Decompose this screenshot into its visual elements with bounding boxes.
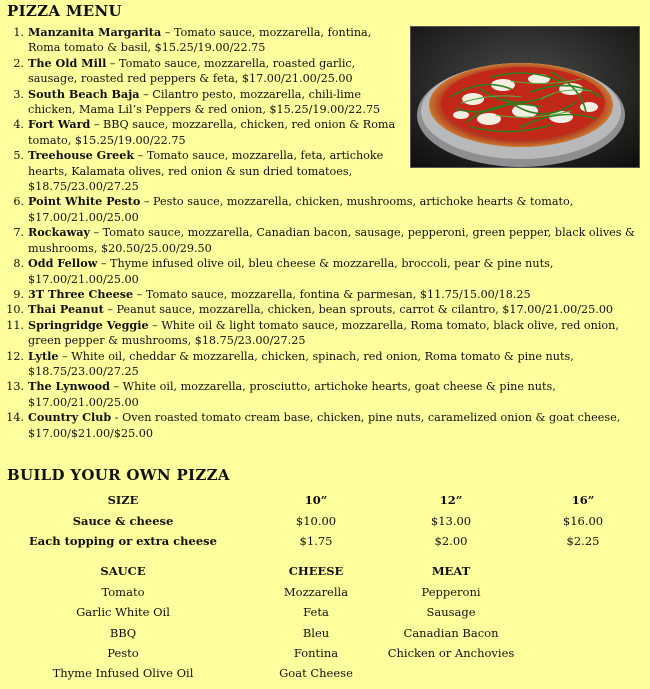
item-number: 7. xyxy=(13,226,24,240)
list-item xyxy=(4,87,403,118)
list-item xyxy=(4,148,403,194)
item-name: Thai Peanut xyxy=(28,302,104,317)
item-separator: – xyxy=(89,226,103,240)
item-separator: – xyxy=(97,257,111,271)
item-separator: – xyxy=(90,118,104,132)
cheese-option: Goat Cheese xyxy=(279,666,353,681)
meat-option: Sausage xyxy=(426,605,476,620)
item-number: 5. xyxy=(13,149,24,163)
sauce-header: SAUCE xyxy=(100,564,146,579)
table-row xyxy=(0,663,650,683)
price-value: $16.00 xyxy=(562,513,604,528)
size-16: 16” xyxy=(571,493,595,508)
meat-option xyxy=(386,663,516,683)
size-header: SIZE xyxy=(107,493,139,508)
sauce-option: BBQ xyxy=(109,625,137,640)
item-separator: – xyxy=(140,195,154,209)
price-label: Each topping or extra cheese xyxy=(29,533,217,548)
list-item xyxy=(4,194,644,225)
item-name: Point White Pesto xyxy=(28,194,141,209)
item-description: Tomato sauce, mozzarella, Canadian bacon, sausage, pepperoni, green pepper, black olives & mushrooms, $20.50/25.00/29.50 xyxy=(28,226,636,255)
item-name: 3T Three Cheese xyxy=(28,286,134,301)
item-name: South Beach Baja xyxy=(28,86,140,101)
pizza-list xyxy=(4,25,644,441)
size-header-row xyxy=(0,490,650,510)
item-number: 6. xyxy=(13,195,24,209)
price-value: $13.00 xyxy=(430,513,472,528)
meat-option: Canadian Bacon xyxy=(403,625,499,640)
cheese-header: CHEESE xyxy=(288,564,344,579)
item-number: 2. xyxy=(13,56,24,70)
cheese-option: Feta xyxy=(303,605,329,620)
item-name: Treehouse Greek xyxy=(28,148,135,163)
meat-option: Chicken or Anchovies xyxy=(387,645,515,660)
table-row xyxy=(0,510,650,530)
item-description: Peanut sauce, mozzarella, chicken, bean sprouts, carrot & cilantro, $17.00/21.00/25.00 xyxy=(116,303,614,317)
item-name: Country Club xyxy=(28,410,112,425)
item-separator: – xyxy=(109,380,123,394)
item-description: Pesto sauce, mozzarella, chicken, mushrooms, artichoke hearts & tomato, $17.00/21.00/25.00 xyxy=(28,195,574,224)
list-item xyxy=(4,302,644,317)
item-description: Tomato sauce, mozzarella, roasted garlic, sausage, roasted red peppers & feta, $17.00/21.00/25.00 xyxy=(28,56,356,86)
price-value: $2.00 xyxy=(434,533,468,548)
cheese-option: Bleu xyxy=(302,625,330,640)
table-row xyxy=(0,643,650,663)
item-name: Rockaway xyxy=(28,225,90,240)
list-item xyxy=(4,225,644,256)
table-spacer xyxy=(0,551,650,561)
price-value: $10.00 xyxy=(295,513,337,528)
list-item xyxy=(4,318,644,349)
list-item xyxy=(4,25,403,56)
cheese-option: Mozzarella xyxy=(283,584,349,599)
item-number: 8. xyxy=(13,257,24,271)
item-name: Manzanita Margarita xyxy=(28,25,162,39)
pizza-menu-title: PIZZA MENU xyxy=(7,2,122,20)
item-name: The Old Mill xyxy=(28,55,107,70)
table-row xyxy=(0,622,650,642)
list-item xyxy=(4,287,644,302)
item-description: White oil, cheddar & mozzarella, chicken, spinach, red onion, Roma tomato & pine nuts, $18.75/23.00/27.25 xyxy=(28,349,574,378)
build-your-own-title: BUILD YOUR OWN PIZZA xyxy=(7,466,230,484)
size-12: 12” xyxy=(439,493,463,508)
item-description: Oven roasted tomato cream base, chicken, pine nuts, caramelized onion & goat cheese, $17.00/$21.00/$25.00 xyxy=(28,411,621,440)
build-your-own-table xyxy=(0,490,650,684)
item-description: Tomato sauce, mozzarella, fontina & parmesan, $11.75/15.00/18.25 xyxy=(145,287,531,301)
item-description: White oil & light tomato sauce, mozzarella, Roma tomato, black olive, red onion, green pepper & mushrooms, $18.75/23.00/27.25 xyxy=(28,318,619,348)
item-name: Fort Ward xyxy=(28,117,91,132)
item-separator: – xyxy=(139,87,153,101)
table-row xyxy=(0,582,650,602)
item-number: 10. xyxy=(6,303,24,317)
item-separator: – xyxy=(134,149,147,163)
item-separator: – xyxy=(148,318,162,332)
item-separator: – xyxy=(161,26,174,39)
item-description: Thyme infused olive oil, bleu cheese & mozzarella, broccoli, pear & pine nuts, $17.00/21.00/25.00 xyxy=(28,257,554,286)
list-item xyxy=(4,56,403,87)
price-label: Sauce & cheese xyxy=(72,513,174,528)
sauce-option: Thyme Infused Olive Oil xyxy=(52,666,194,681)
item-separator: – xyxy=(106,56,120,70)
item-separator: – xyxy=(103,303,117,317)
cheese-option: Fontina xyxy=(293,645,339,660)
item-separator: - xyxy=(111,411,123,425)
item-name: Springridge Veggie xyxy=(28,317,149,332)
item-description: Tomato sauce, mozzarella, fontina, Roma tomato & basil, $15.25/19.00/22.75 xyxy=(28,26,372,55)
item-separator: – xyxy=(58,349,72,363)
topping-header-row xyxy=(0,561,650,581)
item-name: Lytle xyxy=(28,348,59,363)
item-number: 14. xyxy=(6,411,24,425)
sauce-option: Pesto xyxy=(107,645,139,660)
table-row xyxy=(0,602,650,622)
item-number: 12. xyxy=(6,349,24,363)
item-description: BBQ sauce, mozzarella, chicken, red onion & Roma tomato, $15.25/19.00/22.75 xyxy=(28,118,396,147)
item-number: 1. xyxy=(13,26,24,39)
item-description: Cilantro pesto, mozzarella, chili-lime chicken, Mama Lil’s Peppers & red onion, $15.25/19.00/22.75 xyxy=(28,87,381,117)
item-name: The Lynwood xyxy=(28,379,110,394)
table-row xyxy=(0,531,650,551)
price-value: $2.25 xyxy=(566,533,600,548)
item-number: 11. xyxy=(6,318,24,332)
list-item xyxy=(4,256,644,287)
meat-header: MEAT xyxy=(431,564,471,579)
list-item xyxy=(4,117,403,148)
sauce-option: Tomato xyxy=(101,584,145,599)
item-name: Odd Fellow xyxy=(28,256,98,271)
sauce-option: Garlic White Oil xyxy=(76,605,170,620)
item-description: White oil, mozzarella, prosciutto, artichoke hearts, goat cheese & pine nuts, $17.00/21.00/25.00 xyxy=(28,380,556,409)
size-10: 10” xyxy=(304,493,328,508)
item-number: 4. xyxy=(13,118,24,132)
meat-option: Pepperoni xyxy=(421,584,481,599)
list-item xyxy=(4,410,644,441)
item-number: 9. xyxy=(13,287,24,301)
item-description: Tomato sauce, mozzarella, feta, artichoke hearts, Kalamata olives, red onion & sun dried tomatoes, $18.75/23.00/27.25 xyxy=(28,149,384,194)
item-number: 13. xyxy=(6,380,24,394)
item-separator: – xyxy=(133,287,146,301)
price-value: $1.75 xyxy=(299,533,333,548)
list-item xyxy=(4,379,644,410)
item-number: 3. xyxy=(13,87,24,101)
list-item xyxy=(4,349,644,380)
